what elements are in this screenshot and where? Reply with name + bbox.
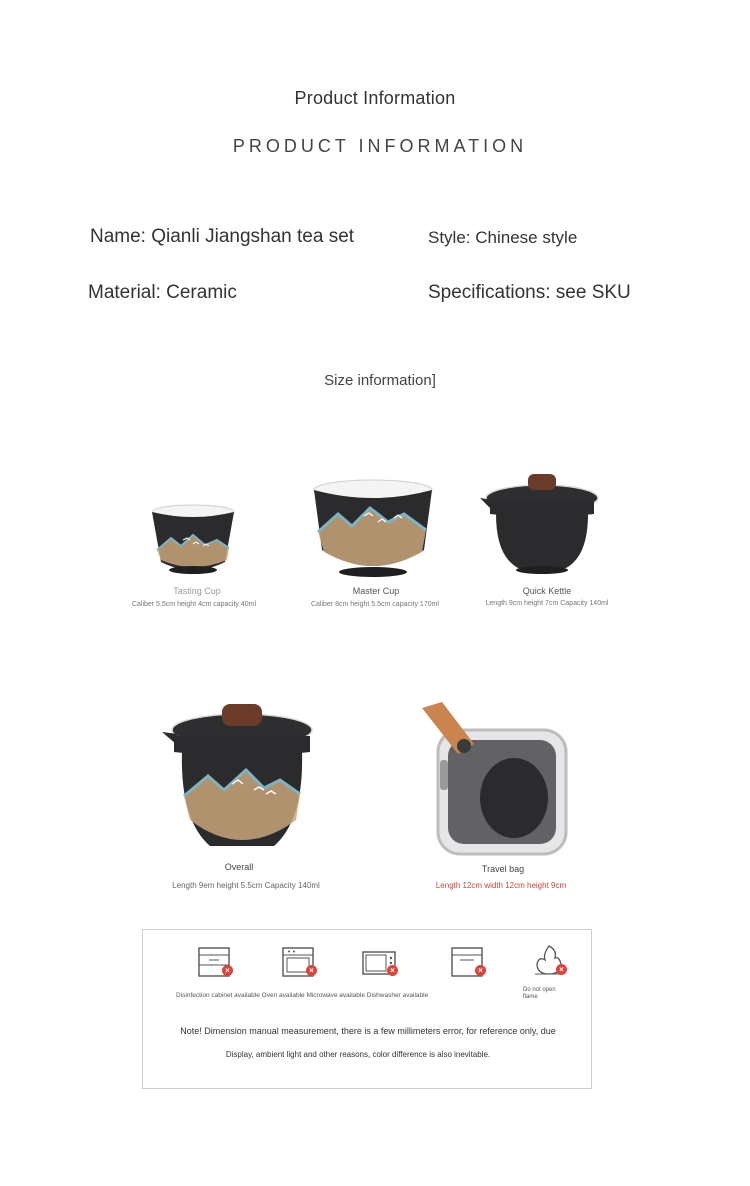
oven-icon: × (281, 946, 321, 980)
master-cup-spec: Caliber 8cm height 5.5cm capacity 170ml (310, 601, 439, 608)
notice-text-line1: Note! Dimension manual measurement, there is a few millimeters error, for reference only, due (180, 1026, 556, 1036)
tasting-cup-spec: Caliber 5.5cm height 4cm capacity 40ml (131, 601, 257, 608)
dishwasher-icon: × (450, 946, 490, 980)
tasting-cup-label: Tasting Cup (173, 586, 221, 596)
travel-bag-spec: Length 12cm width 12cm height 9cm (435, 881, 567, 890)
page-title: Product Information (294, 88, 456, 108)
size-section-title: Size information] (324, 372, 436, 389)
overall-label: Overall (224, 862, 254, 872)
microwave-icon: × (361, 948, 401, 982)
product-name: Name: Qianli Jiangshan tea set (90, 226, 355, 247)
page-subtitle: PRODUCT INFORMATION (232, 136, 528, 156)
appliance-labels: Disinfection cabinet available Oven available Microwave available Dishwasher available (176, 992, 429, 999)
master-cup-image (308, 478, 438, 580)
master-cup-label: Master Cup (352, 586, 400, 596)
overall-spec: Length 9em height 5.5cm Capacity 140ml (172, 881, 320, 890)
open-flame-icon: × (533, 944, 573, 980)
notice-text-line2: Display, ambient light and other reasons, color difference is also inevitable. (225, 1050, 491, 1059)
quick-kettle-image (478, 470, 602, 576)
travel-bag-image (418, 700, 570, 858)
product-specifications: Specifications: see SKU (428, 282, 631, 303)
quick-kettle-label: Quick Kettle (522, 586, 572, 596)
product-material: Material: Ceramic (88, 282, 237, 303)
flame-label-line1: Do not open (523, 987, 556, 993)
overall-set-image (160, 700, 316, 856)
travel-bag-label: Travel bag (481, 864, 525, 874)
disinfection-cabinet-icon: × (197, 946, 237, 980)
care-notice-box (142, 929, 592, 1089)
quick-kettle-spec: Length 9cm height 7cm Capacity 140ml (485, 600, 609, 607)
tasting-cup-image (145, 500, 245, 580)
product-style: Style: Chinese style (428, 228, 578, 247)
flame-label-line2: flame (523, 994, 538, 1000)
